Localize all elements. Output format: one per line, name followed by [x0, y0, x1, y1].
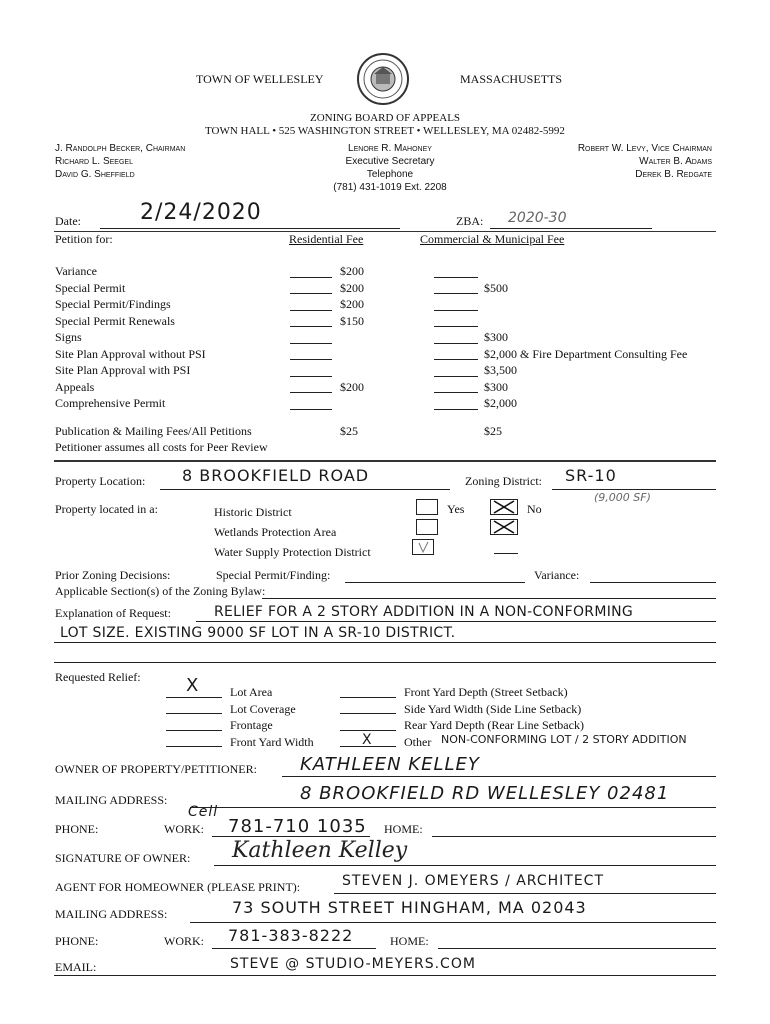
- no-label: No: [527, 502, 542, 516]
- petition-type: Signs: [55, 330, 82, 344]
- telephone-label: Telephone: [366, 169, 414, 180]
- petition-label: Petition for:: [55, 232, 113, 246]
- petition-type: Special Permit/Findings: [55, 297, 171, 311]
- blank-commercial[interactable]: [434, 277, 478, 278]
- property-location-value[interactable]: 8 BROOKFIELD ROAD: [182, 466, 370, 485]
- special-permit-finding-blank[interactable]: [345, 582, 525, 583]
- blank-commercial[interactable]: [434, 310, 478, 311]
- publication-com-fee: $25: [484, 424, 502, 438]
- lot-size-note: (9,000 SF): [594, 491, 651, 504]
- agent-value[interactable]: STEVEN J. OMEYERS / ARCHITECT: [342, 873, 604, 889]
- petition-type: Special Permit: [55, 280, 126, 295]
- petition-type: Site Plan Approval without PSI: [55, 346, 206, 361]
- wetlands-yes-checkbox[interactable]: [416, 519, 438, 535]
- publication-fees-label: Publication & Mailing Fees/All Petitions: [55, 424, 252, 438]
- blank-commercial[interactable]: [434, 343, 478, 344]
- wetlands-area-label: Wetlands Protection Area: [214, 525, 337, 539]
- petition-type: Variance: [55, 264, 97, 278]
- right-members: [540, 142, 712, 181]
- blank-commercial[interactable]: [434, 376, 478, 377]
- commercial-fee: $3,500: [484, 363, 517, 377]
- owner-label: OWNER OF PROPERTY/PETITIONER:: [55, 762, 257, 776]
- member-vice-chairman: Robert W. Levy, Vice Chairman: [577, 143, 712, 154]
- relief-other: Other: [404, 734, 432, 749]
- agent-work-label: WORK:: [164, 934, 204, 948]
- prior-decisions-label: Prior Zoning Decisions:: [55, 568, 171, 582]
- cell-label: Cell: [188, 804, 219, 820]
- special-permit-finding-label: Special Permit/Finding:: [216, 568, 331, 582]
- blank-residential[interactable]: [290, 409, 332, 410]
- date-value[interactable]: 2/24/2020: [140, 200, 262, 225]
- relief-other-value[interactable]: NON-CONFORMING LOT / 2 STORY ADDITION: [441, 733, 687, 746]
- agent-mailing-label: MAILING ADDRESS:: [55, 907, 168, 921]
- explanation-label: Explanation of Request:: [55, 606, 171, 620]
- agent-label: AGENT FOR HOMEOWNER (PLEASE PRINT):: [55, 880, 301, 894]
- relief-frontage: Frontage: [230, 718, 273, 732]
- relief-left-list: [230, 684, 314, 750]
- zba-value[interactable]: 2020-30: [508, 210, 567, 226]
- commercial-fee: [484, 263, 687, 280]
- secretary-title: Executive Secretary: [345, 156, 435, 167]
- residential-fee: $200: [340, 280, 364, 295]
- blank-residential[interactable]: [290, 359, 332, 360]
- owner-home-phone-blank[interactable]: [432, 836, 716, 837]
- water-supply-district-label: Water Supply Protection District: [214, 545, 371, 559]
- mailing-value[interactable]: 8 BROOKFIELD RD WELLESLEY 02481: [300, 783, 670, 804]
- commercial-fee: $300: [484, 330, 508, 344]
- residential-fee: $200: [340, 297, 364, 311]
- commercial-fee: $500: [484, 280, 508, 295]
- relief-side-yard-width: Side Yard Width (Side Line Setback): [404, 701, 582, 716]
- owner-value[interactable]: KATHLEEN KELLEY: [300, 754, 480, 775]
- blank-residential[interactable]: [290, 277, 332, 278]
- board-address: TOWN HALL • 525 WASHINGTON STREET • WELLESLEY, MA 02482-5992: [205, 125, 565, 137]
- commercial-fee: [484, 296, 687, 313]
- residential-fee: [340, 362, 364, 379]
- applicable-sections-label: Applicable Section(s) of the Zoning Bylaw:: [55, 584, 266, 598]
- blank-commercial[interactable]: [434, 392, 478, 393]
- owner-signature[interactable]: Kathleen Kelley: [232, 838, 408, 863]
- commercial-fee: $2,000: [484, 396, 517, 410]
- center-contact: [320, 142, 460, 194]
- requested-relief-label: Requested Relief:: [55, 670, 141, 684]
- blank-commercial[interactable]: [434, 359, 478, 360]
- residential-fee: [340, 346, 364, 363]
- email-label: EMAIL:: [55, 960, 97, 974]
- yes-label: Yes: [447, 502, 465, 516]
- district-list: [214, 502, 371, 562]
- commercial-fee: $300: [484, 379, 508, 394]
- agent-home-label: HOME:: [390, 934, 429, 948]
- member-adams: Walter B. Adams: [639, 156, 712, 167]
- relief-rear-yard-depth: Rear Yard Depth (Rear Line Setback): [404, 718, 584, 732]
- blank-residential[interactable]: [290, 326, 332, 327]
- member-sheffield: David G. Sheffield: [55, 169, 135, 180]
- explanation-line-2[interactable]: LOT SIZE. EXISTING 9000 SF LOT IN A SR-10 DISTRICT.: [60, 625, 456, 641]
- town-name: TOWN OF WELLESLEY: [196, 72, 324, 86]
- member-seegel: Richard L. Seegel: [55, 156, 133, 167]
- home-label: HOME:: [384, 822, 423, 836]
- petition-type: Special Permit Renewals: [55, 313, 175, 328]
- blank-commercial[interactable]: [434, 326, 478, 327]
- agent-mailing-value[interactable]: 73 SOUTH STREET HINGHAM, MA 02043: [232, 898, 587, 917]
- relief-front-yard-depth: Front Yard Depth (Street Setback): [404, 685, 568, 699]
- historic-no-checkbox[interactable]: [490, 499, 518, 515]
- member-redgate: Derek B. Redgate: [635, 169, 712, 180]
- zba-label: ZBA:: [456, 214, 484, 228]
- water-supply-no-blank[interactable]: [494, 553, 518, 554]
- relief-front-yard-width: Front Yard Width: [230, 734, 314, 749]
- historic-district-label: Historic District: [214, 505, 292, 519]
- email-value[interactable]: STEVE @ STUDIO-MEYERS.COM: [230, 956, 476, 972]
- blank-commercial[interactable]: [434, 293, 478, 294]
- commercial-fee: $2,000 & Fire Department Consulting Fee: [484, 346, 688, 361]
- owner-phone-value[interactable]: 781-710 1035: [228, 816, 367, 837]
- petition-types: [55, 263, 206, 412]
- publication-res-fee: $25: [340, 424, 358, 438]
- residential-fee-header: Residential Fee: [289, 232, 364, 246]
- applicable-sections-blank[interactable]: [262, 598, 716, 599]
- date-label: Date:: [55, 214, 81, 228]
- telephone-number: (781) 431-1019 Ext. 2208: [333, 182, 447, 193]
- blank-residential[interactable]: [290, 310, 332, 311]
- variance-blank[interactable]: [590, 582, 716, 583]
- mailing-label: MAILING ADDRESS:: [55, 793, 168, 807]
- residential-fee: [340, 395, 364, 412]
- agent-home-phone-blank[interactable]: [438, 948, 716, 949]
- blank-residential[interactable]: [290, 293, 332, 294]
- wetlands-no-checkbox[interactable]: [490, 519, 518, 535]
- secretary-name: Lenore R. Mahoney: [348, 143, 432, 154]
- state-name: MASSACHUSETTS: [460, 72, 563, 86]
- commercial-fees: [484, 263, 687, 412]
- signature-label: SIGNATURE OF OWNER:: [55, 851, 191, 865]
- town-seal-icon: [356, 52, 410, 106]
- petition-type: Site Plan Approval with PSI: [55, 363, 191, 377]
- zoning-district-label: Zoning District:: [465, 474, 542, 488]
- residential-fee: $200: [340, 264, 364, 278]
- blank-commercial[interactable]: [434, 409, 478, 410]
- petition-type: Comprehensive Permit: [55, 396, 166, 410]
- peer-review-note: Petitioner assumes all costs for Peer Review: [55, 440, 268, 454]
- residential-fee: $200: [340, 379, 364, 394]
- water-supply-yes-checkbox[interactable]: [412, 539, 434, 555]
- variance-label: Variance:: [534, 568, 580, 582]
- residential-fee: $150: [340, 313, 364, 328]
- agent-phone-label: PHONE:: [55, 934, 99, 948]
- residential-fees: [340, 263, 364, 412]
- zoning-district-value[interactable]: SR-10: [565, 466, 617, 485]
- member-chairman: J. Randolph Becker, Chairman: [55, 143, 186, 154]
- agent-phone-value[interactable]: 781-383-8222: [228, 926, 354, 945]
- left-members: [55, 142, 185, 181]
- phone-label: PHONE:: [55, 822, 99, 836]
- other-mark[interactable]: X: [362, 732, 373, 748]
- board-name: ZONING BOARD OF APPEALS: [310, 112, 461, 124]
- historic-yes-checkbox[interactable]: [416, 499, 438, 515]
- blank-residential[interactable]: [290, 376, 332, 377]
- petition-type: Appeals: [55, 379, 95, 394]
- commercial-fee: [484, 313, 687, 330]
- lot-area-mark[interactable]: X: [186, 675, 200, 696]
- blank-residential[interactable]: [290, 343, 332, 344]
- commercial-fee-header: Commercial & Municipal Fee: [420, 232, 565, 246]
- relief-lot-coverage: Lot Coverage: [230, 701, 296, 716]
- relief-lot-area: Lot Area: [230, 685, 273, 699]
- residential-fee: [340, 329, 364, 346]
- explanation-line-1[interactable]: RELIEF FOR A 2 STORY ADDITION IN A NON-CONFORMING: [214, 604, 634, 620]
- work-label: WORK:: [164, 822, 204, 836]
- blank-residential[interactable]: [290, 392, 332, 393]
- located-in-label: Property located in a:: [55, 502, 158, 516]
- property-location-label: Property Location:: [55, 474, 146, 488]
